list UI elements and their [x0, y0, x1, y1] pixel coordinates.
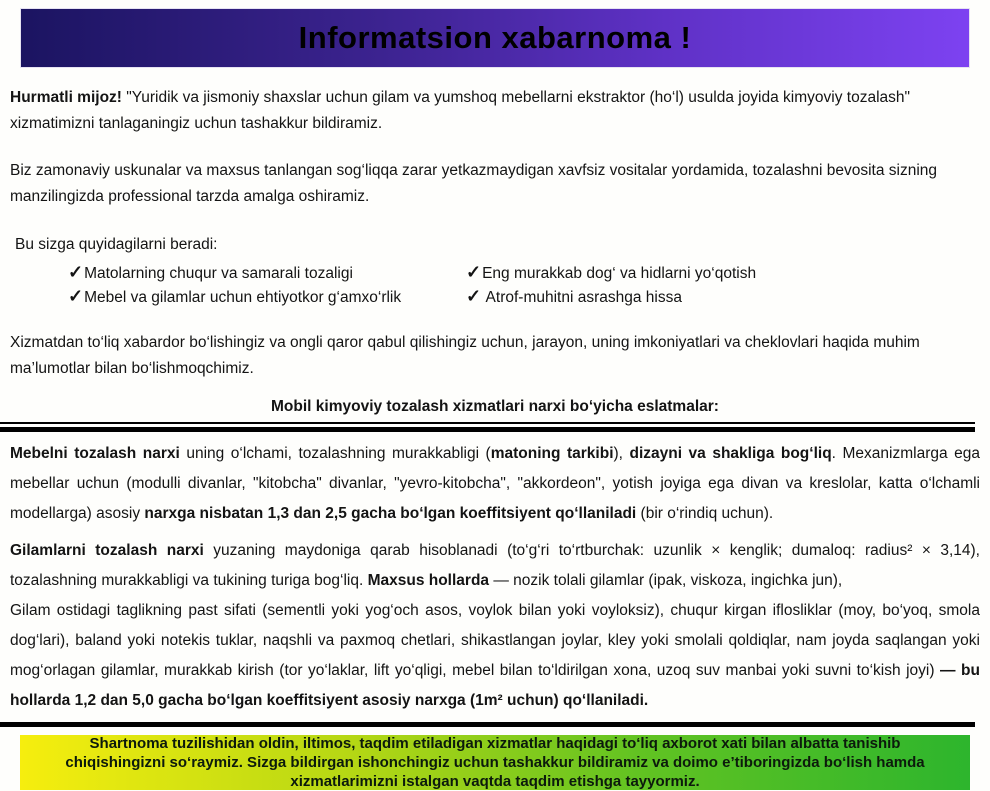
footer-banner	[20, 735, 970, 790]
benefits-title: Bu sizga quyidagilarni beradi:	[15, 236, 218, 253]
checkmark-icon: ✓	[466, 286, 482, 306]
benefit-label: Atrof-muhitni asrashga hissa	[482, 289, 682, 306]
pricing-body	[10, 439, 980, 716]
notice-page	[0, 8, 990, 790]
footer-divider	[0, 722, 975, 727]
checkmark-icon: ✓	[68, 262, 84, 282]
pricing-section-heading: Mobil kimyoviy tozalash xizmatlari narxi bo‘yicha eslatmalar:	[271, 398, 719, 415]
section-divider	[0, 422, 975, 432]
benefit-label: Mebel va gilamlar uchun ehtiyotkor g‘amxo‘rlik	[84, 289, 402, 306]
furniture-pricing-paragraph: Mebelni tozalash narxi uning o‘lchami, tozalashning murakkabligi (matoning tarkibi), dizayni va shakliga bog‘liq. Mexanizmlarga ega mebellar uchun (modulli divanlar, "kitobcha" divanlar, "yevro-kitobcha", "akkordeon", yotish joyiga ega divan va kreslolar, katta o‘lchamli modellarga) asosiy narxga nisbatan 1,3 dan 2,5 gacha bo‘lgan koeffitsiyent qo‘llaniladi (bir o‘rindiq uchun).	[10, 445, 980, 522]
list-item	[68, 261, 466, 285]
notice-body	[10, 85, 980, 420]
footer-text: Shartnoma tuzilishidan oldin, iltimos, taqdim etiladigan xizmatlar haqidagi to‘liq axborot xati bilan albatta tanishib chiqishingizni so‘raymiz. Sizga bildirgan ishonchingiz uchun tashakkur bildiramiz va doimo e’tiboringizda bo‘lish hamda xizmatlarimizni istalgan vaqtda taqdim etishga tayyormiz.	[65, 735, 925, 790]
header-banner	[20, 8, 970, 68]
greeting-paragraph: Hurmatli mijoz! "Yuridik va jismoniy shaxslar uchun gilam va yumshoq mebellarni ekstraktor (ho‘l) usulda joyida kimyoviy tozalash" xizmatimizni tanlaganingiz uchun tashakkur bildiramiz.	[10, 89, 911, 132]
checkmark-icon: ✓	[466, 262, 482, 282]
checkmark-icon: ✓	[68, 286, 84, 306]
disclosure-paragraph: Xizmatdan to‘liq xabardor bo‘lishingiz va ongli qaror qabul qilishingiz uchun, jarayon, uning imkoniyatlari va cheklovlari haqida muhim ma’lumotlar bilan bo‘lishmoqchimiz.	[10, 334, 920, 377]
benefit-label: Eng murakkab dog‘ va hidlarni yo‘qotish	[482, 265, 757, 282]
carpet-pricing-paragraph: Gilamlarni tozalash narxi yuzaning maydoniga qarab hisoblanadi (to‘g‘ri to‘rtburchak: uzunlik × kenglik; dumaloq: radius² × 3,14), tozalashning murakkabligi va tukining turiga bog‘liq. Maxsus hollarda — nozik tolali gilamlar (ipak, viskoza, ingichka jun),	[10, 542, 980, 589]
benefit-label: Matolarning chuqur va samarali tozaligi	[84, 265, 353, 282]
page-title: Informatsion xabarnoma !	[298, 20, 692, 55]
carpet-conditions-paragraph: Gilam ostidagi taglikning past sifati (sementli yoki yog‘och asos, voylok bilan yoki voyloksiz), chuqur kirgan iflosliklar (moy, bo‘yoq, smola dog‘lari), baland yoki notekis tuklar, naqshli va paxmoq chetlari, shikastlangan joylar, kley yoki smolali qoldiqlar, nam joyda saqlangan yoki mog‘orlagan gilamlar, murakkab kirish (tor yo‘laklar, lift yo‘qligi, mebel bilan to‘ldirilgan xona, uzoq suv manbai yoki suvni to‘kish joyi) — bu hollarda 1,2 dan 5,0 gacha bo‘lgan koeffitsiyent asosiy narxga (1m² uchun) qo‘llaniladi.	[10, 602, 980, 709]
list-item	[466, 285, 980, 309]
list-item	[466, 261, 980, 285]
benefits-list	[68, 261, 980, 309]
list-item	[68, 285, 466, 309]
equipment-paragraph: Biz zamonaviy uskunalar va maxsus tanlangan sog‘liqqa zarar yetkazmaydigan xavfsiz vositalar yordamida, tozalashni bevosita sizning manzilingizda professional tarzda amalga oshiramiz.	[10, 162, 938, 205]
